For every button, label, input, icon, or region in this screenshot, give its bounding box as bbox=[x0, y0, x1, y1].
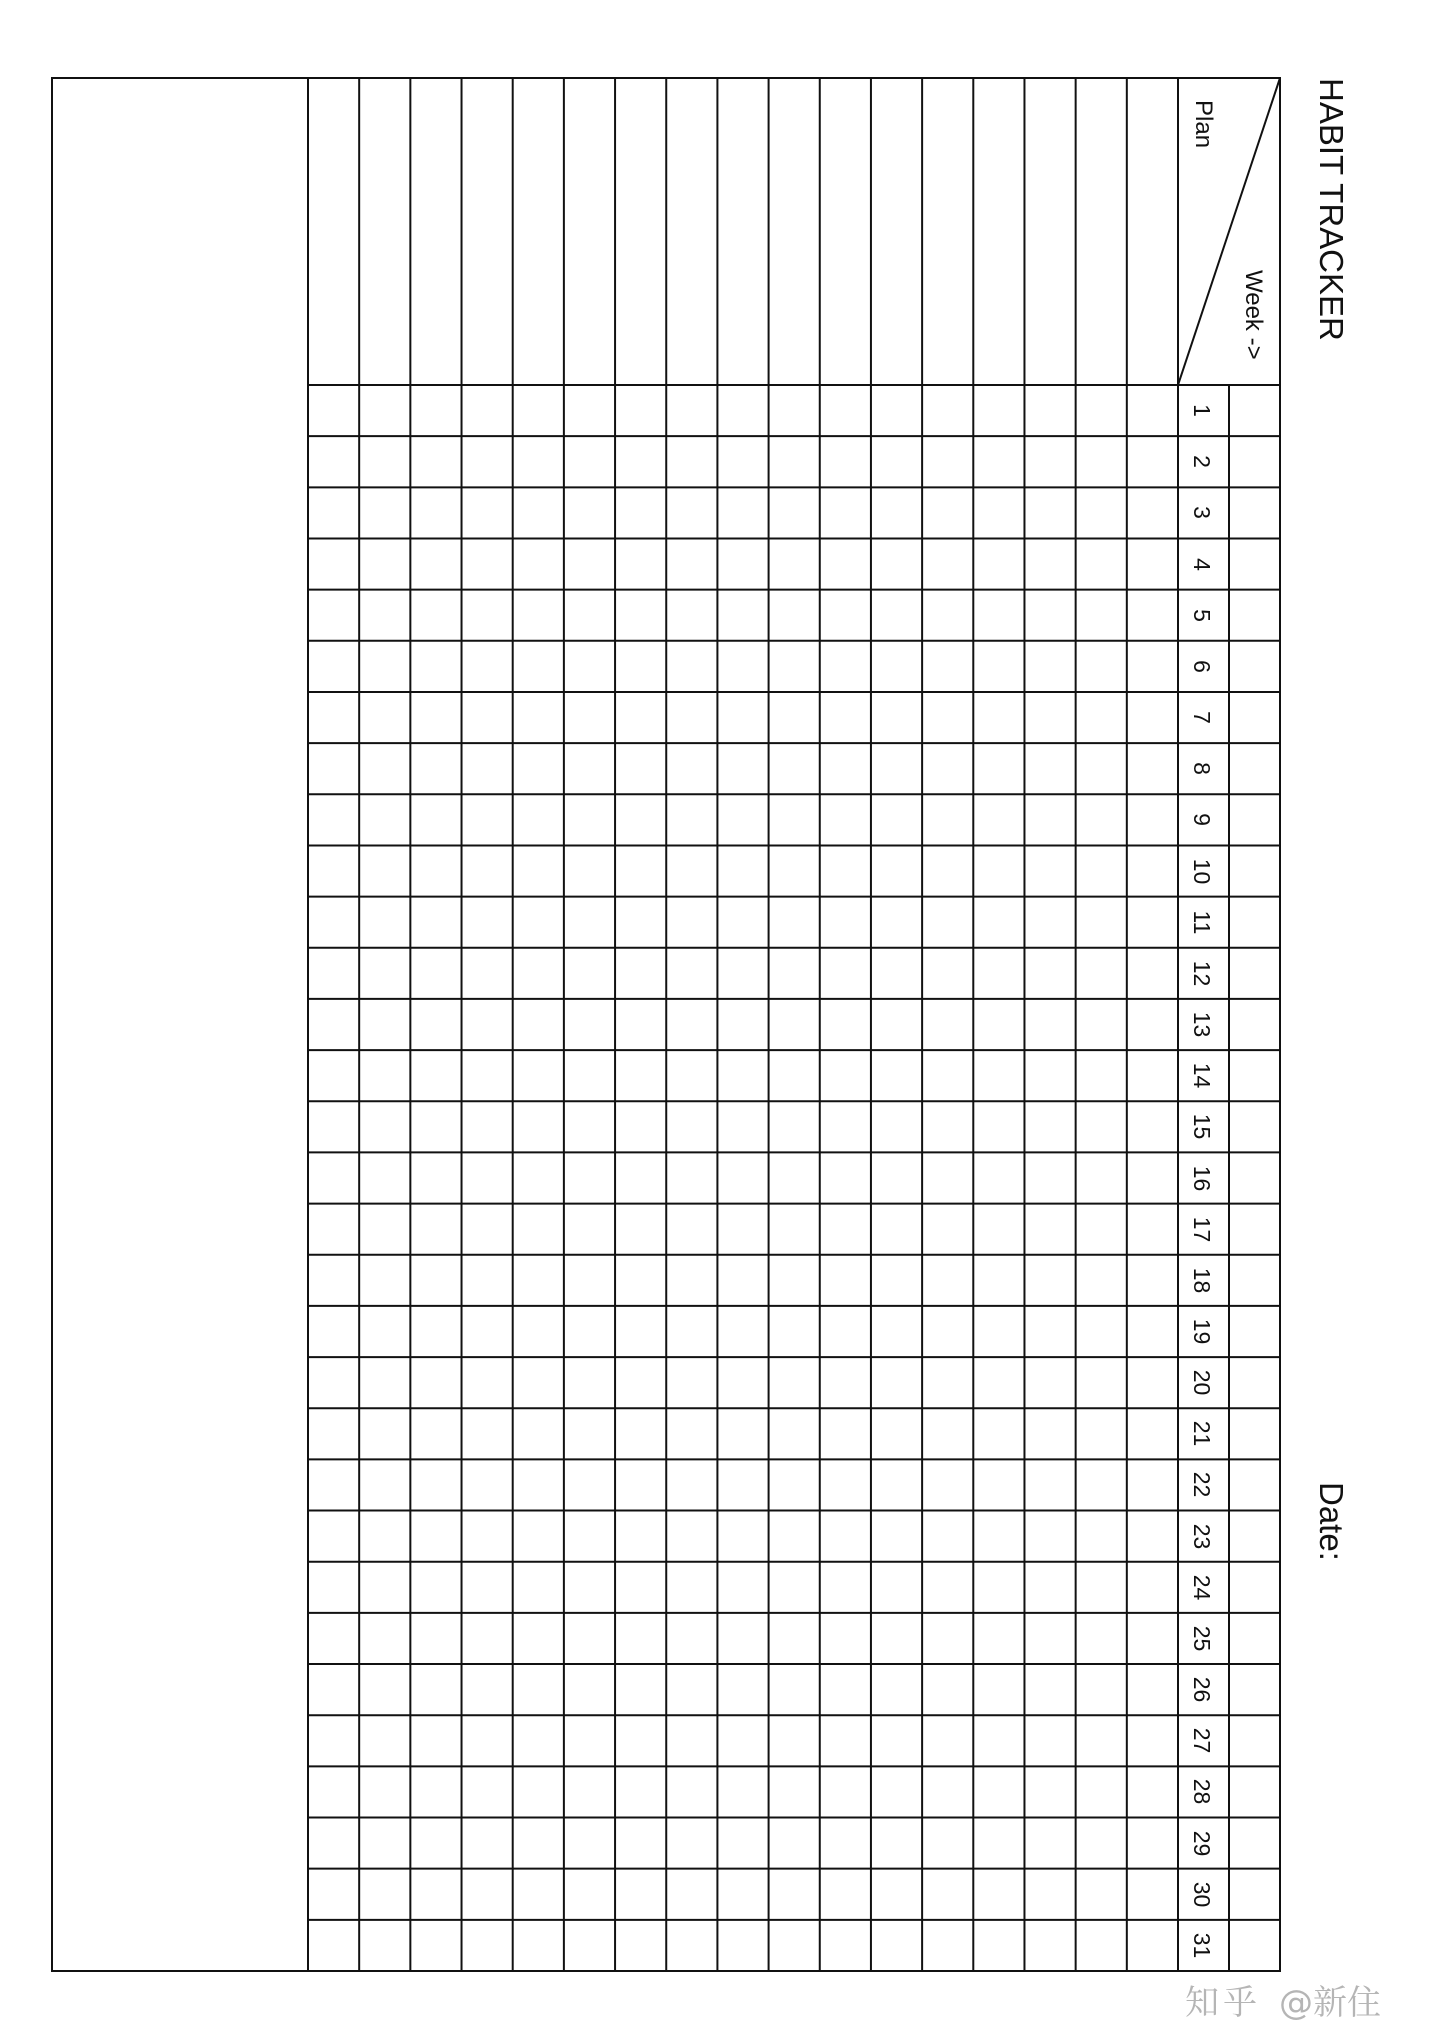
day-number: 17 bbox=[1189, 1216, 1215, 1242]
date-label: Date: bbox=[1313, 1482, 1350, 1561]
plan-axis-label: Plan bbox=[1190, 100, 1217, 149]
day-number: 4 bbox=[1189, 557, 1215, 571]
day-number: 29 bbox=[1189, 1830, 1215, 1856]
day-number: 5 bbox=[1189, 608, 1215, 622]
day-number: 27 bbox=[1189, 1727, 1215, 1754]
week-axis-label: Week -> bbox=[1240, 270, 1267, 360]
day-number: 2 bbox=[1189, 455, 1215, 469]
day-number: 23 bbox=[1189, 1523, 1215, 1549]
day-number: 13 bbox=[1189, 1011, 1215, 1038]
day-number: 14 bbox=[1189, 1062, 1215, 1089]
day-number: 12 bbox=[1189, 960, 1215, 987]
watermark-user: @新住 bbox=[1279, 1983, 1381, 2023]
day-number: 22 bbox=[1189, 1472, 1215, 1498]
day-number: 25 bbox=[1189, 1625, 1215, 1652]
day-number: 21 bbox=[1189, 1421, 1215, 1447]
day-number: 28 bbox=[1189, 1779, 1215, 1805]
day-number: 19 bbox=[1189, 1318, 1215, 1345]
day-number: 18 bbox=[1189, 1267, 1215, 1294]
watermark-site: 知乎 bbox=[1185, 1983, 1261, 2023]
watermark bbox=[1185, 1975, 1381, 2024]
day-number: 24 bbox=[1189, 1574, 1215, 1601]
day-number: 16 bbox=[1189, 1165, 1215, 1191]
day-number: 6 bbox=[1189, 659, 1215, 673]
day-number: 7 bbox=[1189, 711, 1215, 724]
day-number: 3 bbox=[1189, 506, 1215, 520]
day-number: 9 bbox=[1189, 813, 1215, 827]
day-number: 26 bbox=[1189, 1676, 1215, 1703]
day-number: 11 bbox=[1189, 910, 1215, 935]
day-number: 15 bbox=[1189, 1114, 1215, 1140]
day-number: 20 bbox=[1189, 1369, 1215, 1396]
day-number: 1 bbox=[1189, 404, 1215, 417]
day-number: 8 bbox=[1189, 762, 1215, 776]
day-number: 31 bbox=[1189, 1932, 1215, 1959]
day-number: 30 bbox=[1189, 1881, 1215, 1908]
day-number: 10 bbox=[1189, 858, 1215, 884]
sheet-title: HABIT TRACKER bbox=[1313, 78, 1350, 341]
